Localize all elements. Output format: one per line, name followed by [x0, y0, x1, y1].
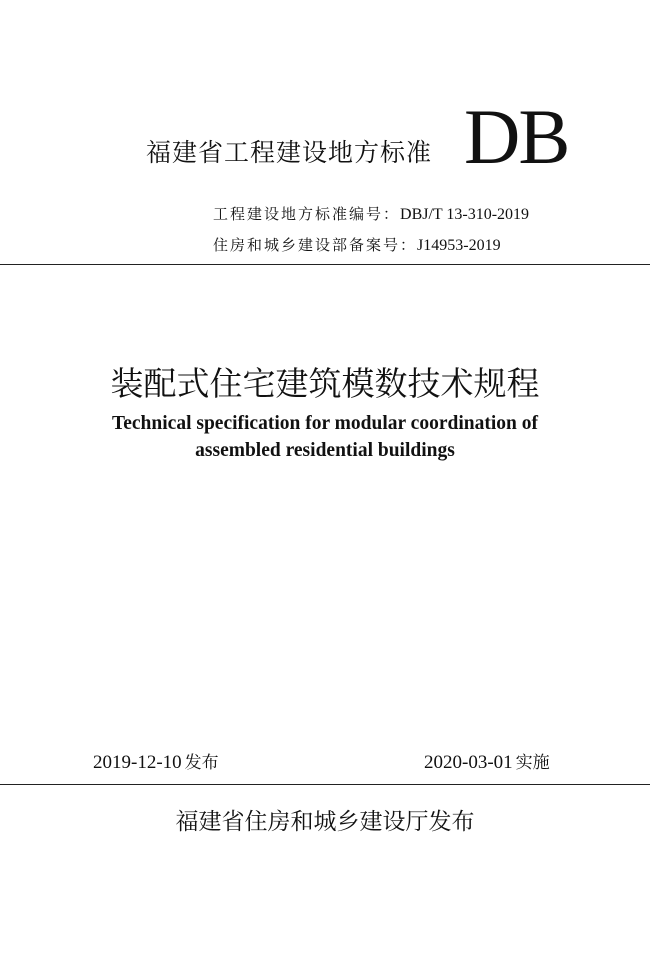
effective-date-suffix: 实施 — [515, 753, 550, 773]
document-title-cn: 装配式住宅建筑模数技术规程 — [110, 364, 540, 403]
standard-type: 福建省工程建设地方标准 — [146, 138, 433, 167]
db-mark: DB — [464, 93, 569, 180]
top-divider — [0, 264, 650, 265]
issue-date-value: 2019-12-10 — [93, 752, 182, 773]
record-number-value: J14953-2019 — [417, 237, 501, 254]
document-title-en-line1: Technical specification for modular coordination of — [112, 413, 538, 434]
document-title-en-line2: assembled residential buildings — [195, 440, 455, 461]
bottom-divider — [0, 784, 650, 785]
standard-code-label: 工程建设地方标准编号： — [213, 205, 401, 223]
issue-date — [93, 748, 219, 774]
effective-date — [424, 748, 550, 774]
effective-date-value: 2020-03-01 — [424, 752, 513, 773]
record-number-line — [213, 234, 501, 255]
issuing-authority: 福建省住房和城乡建设厅发布 — [175, 809, 475, 835]
record-number-label: 住房和城乡建设部备案号： — [213, 236, 418, 254]
issue-date-suffix: 发布 — [184, 753, 219, 773]
standard-code-value: DBJ/T 13-310-2019 — [400, 206, 530, 223]
standard-code-line — [213, 203, 529, 224]
